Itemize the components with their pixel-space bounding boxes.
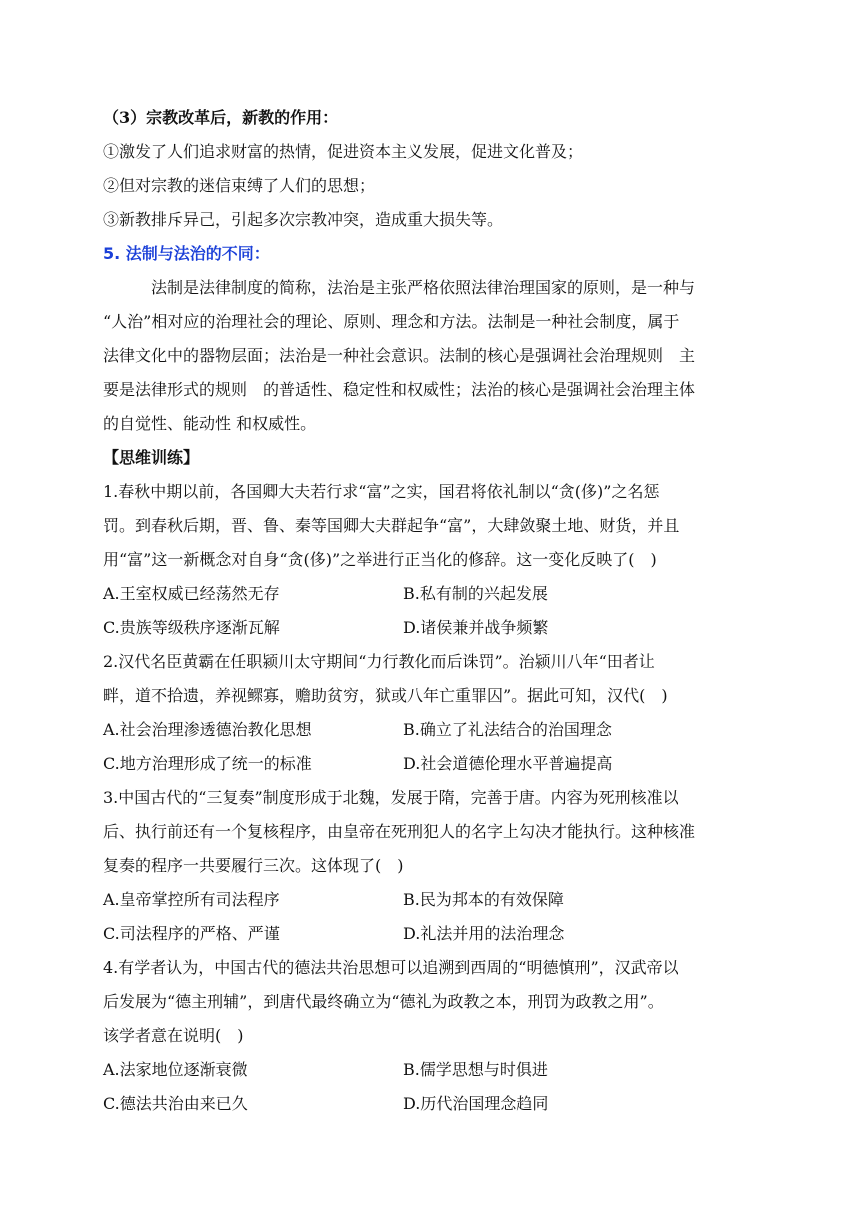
section5-paragraph-line-1: 法制是法律制度的简称，法治是主张严格依照法律治理国家的原则，是一种与 <box>151 278 696 297</box>
section5-paragraph-line-3: 法律文化中的器物层面；法治是一种社会意识。法制的核心是强调社会治理规则 主 <box>103 346 696 365</box>
document-page <box>103 101 748 1121</box>
question-3-line-1: 3.中国古代的“三复奏”制度形成于北魏，发展于隋，完善于唐。内容为死刑核准以 <box>103 788 679 807</box>
question-4-option-a[interactable]: A.法家地位逐渐衰微 <box>103 1060 248 1079</box>
section5-paragraph-line-5: 的自觉性、能动性 和权威性。 <box>103 414 317 433</box>
question-3-line-2: 后、执行前还有一个复核程序，由皇帝在死刑犯人的名字上勾决才能执行。这种核准 <box>103 822 696 841</box>
question-4-line-3: 该学者意在说明( ) <box>103 1026 244 1045</box>
question-2-options-row-2 <box>103 747 748 781</box>
section3-item-2: ②但对宗教的迷信束缚了人们的思想； <box>103 176 376 195</box>
question-4-options-row-1 <box>103 1053 748 1087</box>
question-4-option-d[interactable]: D.历代治国理念趋同 <box>403 1094 549 1113</box>
question-3-options-row-1 <box>103 883 748 917</box>
question-1-line-2: 罚。到春秋后期，晋、鲁、秦等国卿大夫群起争“富”，大肆敛聚土地、财货，并且 <box>103 516 680 535</box>
section3-item-1: ①激发了人们追求财富的热情，促进资本主义发展，促进文化普及； <box>103 142 584 161</box>
question-4-option-c[interactable]: C.德法共治由来已久 <box>103 1094 248 1113</box>
section5-paragraph-line-2: “人治”相对应的治理社会的理论、原则、理念和方法。法制是一种社会制度，属于 <box>103 312 680 331</box>
question-2-line-2: 畔，道不拾遗，养视鳏寡，赡助贫穷，狱或八年亡重罪囚”。据此可知，汉代( ) <box>103 686 668 705</box>
question-3-option-d[interactable]: D.礼法并用的法治理念 <box>403 924 565 943</box>
question-2-option-c[interactable]: C.地方治理形成了统一的标准 <box>103 754 312 773</box>
question-3-option-c[interactable]: C.司法程序的严格、严谨 <box>103 924 280 943</box>
question-2-option-b[interactable]: B.确立了礼法结合的治国理念 <box>403 720 612 739</box>
question-1-option-d[interactable]: D.诸侯兼并战争频繁 <box>403 618 549 637</box>
question-1-line-1: 1.春秋中期以前，各国卿大夫若行求“富”之实，国君将依礼制以“贪(侈)”之名惩 <box>103 482 660 501</box>
question-3-options-row-2 <box>103 917 748 951</box>
question-4-line-1: 4.有学者认为，中国古代的德法共治思想可以追溯到西周的“明德慎刑”，汉武帝以 <box>103 958 679 977</box>
question-2-option-d[interactable]: D.社会道德伦理水平普遍提高 <box>403 754 613 773</box>
question-4-line-2: 后发展为“德主刑辅”，到唐代最终确立为“德礼为政教之本，刑罚为政教之用”。 <box>103 992 664 1011</box>
question-2-option-a[interactable]: A.社会治理渗透德治教化思想 <box>103 720 312 739</box>
section5-paragraph-line-4: 要是法律形式的规则 的普适性、稳定性和权威性；法治的核心是强调社会治理主体 <box>103 380 696 399</box>
question-3-option-a[interactable]: A.皇帝掌控所有司法程序 <box>103 890 280 909</box>
question-1-option-c[interactable]: C.贵族等级秩序逐渐瓦解 <box>103 618 280 637</box>
question-4-option-b[interactable]: B.儒学思想与时俱进 <box>403 1060 548 1079</box>
training-heading: 【思维训练】 <box>103 448 200 467</box>
question-1-line-3: 用“富”这一新概念对自身“贪(侈)”之举进行正当化的修辞。这一变化反映了( ) <box>103 550 657 569</box>
section5-heading: 5. 法制与法治的不同： <box>103 244 270 263</box>
question-1-option-b[interactable]: B.私有制的兴起发展 <box>403 584 548 603</box>
section3-heading: （3）宗教改革后，新教的作用： <box>103 108 339 127</box>
question-3-option-b[interactable]: B.民为邦本的有效保障 <box>403 890 564 909</box>
question-1-options-row-2 <box>103 611 748 645</box>
question-1-option-a[interactable]: A.王室权威已经荡然无存 <box>103 584 280 603</box>
question-3-line-3: 复奏的程序一共要履行三次。这体现了( ) <box>103 856 404 875</box>
question-2-line-1: 2.汉代名臣黄霸在任职颍川太守期间“力行教化而后诛罚”。治颍川八年“田者让 <box>103 652 655 671</box>
section3-item-3: ③新教排斥异己，引起多次宗教冲突，造成重大损失等。 <box>103 210 504 229</box>
question-2-options-row-1 <box>103 713 748 747</box>
question-1-options-row-1 <box>103 577 748 611</box>
question-4-options-row-2 <box>103 1087 748 1121</box>
